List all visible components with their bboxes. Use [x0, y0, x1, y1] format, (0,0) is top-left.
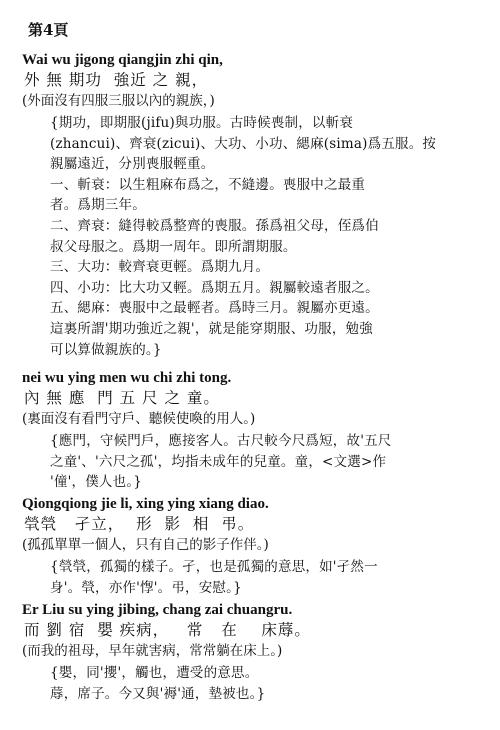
chinese-verse-line: 內 無 應 門 五 尺 之 童。 [24, 389, 220, 407]
annotation-line: 一、斬衰：以生粗麻布爲之，不縫邊。喪服中之最重 [50, 176, 366, 193]
annotation-line: 者。爲期三年。 [50, 197, 146, 214]
annotation-block [50, 663, 492, 704]
verse-section-3 [22, 494, 492, 598]
translation-line: (裏面沒有看門守戶、聽候使喚的用人。) [22, 411, 256, 427]
annotation-line: {應門，守候門戶，應接客人。古尺較今尺爲短，故'五尺 [50, 433, 392, 449]
translation-line: (而我的祖母，早年就害病，常常躺在床上。) [22, 643, 283, 659]
chinese-verse-line: 而 劉 宿 嬰 疾病， 常 在 床蓐。 [24, 621, 311, 639]
annotation-block [50, 113, 492, 360]
pinyin-line: nei wu ying men wu chi zhi tong. [22, 370, 232, 386]
annotation-line: 蓐，席子。今又與'褥'通，墊被也。} [50, 685, 266, 702]
annotation-line: 身'。煢，亦作'惸'。弔，安慰。} [50, 579, 242, 596]
annotation-line: 叔父母服之。爲期一周年。即所謂期服。 [50, 238, 297, 255]
annotation-line: 二、齊衰：縫得較爲整齊的喪服。孫爲祖父母，侄爲伯 [50, 217, 379, 234]
annotation-line: 四、小功：比大功又輕。爲期五月。親屬較遠者服之。 [50, 279, 379, 296]
page-number-label: 第4頁 [28, 21, 69, 39]
verse-section-1 [22, 50, 492, 360]
verse-section-4 [22, 600, 492, 704]
chinese-verse-line: 煢煢 孑立， 形 影 相 弔。 [24, 515, 255, 533]
annotation-line: 三、大功：較齊衰更輕。爲期九月。 [50, 259, 270, 276]
chinese-verse-line: 外 無 期功 強近 之 親， [24, 71, 209, 89]
annotation-line: {煢煢，孤獨的樣子。孑，也是孤獨的意思，如'孑然一 [50, 559, 378, 575]
annotation-line: 之童'、'六尺之孤'，均指未成年的兒童。童，<文選>作 [50, 453, 387, 470]
annotation-line: {期功，即期服(jifu)與功服。古時候喪制，以斬衰 [50, 115, 354, 131]
annotation-line: 這裏所謂'期功強近之親'，就是能穿期服、功服，勉強 [50, 320, 373, 337]
pinyin-line: Wai wu jigong qiangjin zhi qin, [22, 52, 223, 68]
translation-line: (外面沒有四服三服以內的親族，) [22, 93, 215, 109]
translation-line: (孤孤單單一個人，只有自己的影子作伴。) [22, 537, 269, 553]
annotation-line: 親屬遠近，分別喪服輕重。 [50, 156, 215, 173]
pinyin-line: Qiongqiong jie li, xing ying xiang diao. [22, 496, 269, 512]
annotation-block [50, 557, 492, 598]
annotation-line: 可以算做親族的。} [50, 341, 162, 358]
annotation-line: (zhancui)、齊衰(zicui)、大功、小功、緦麻(sima)爲五服。按 [50, 135, 437, 152]
verse-section-2 [22, 368, 492, 493]
annotation-block [50, 431, 492, 493]
annotation-line: 五、緦麻：喪服中之最輕者。爲時三月。親屬亦更遠。 [50, 300, 379, 317]
annotation-line: '僮'，僕人也。} [50, 474, 143, 491]
pinyin-line: Er Liu su ying jibing, chang zai chuangru. [22, 602, 293, 618]
annotation-line: {嬰，同'攖'，觸也，遭受的意思。 [50, 665, 259, 681]
